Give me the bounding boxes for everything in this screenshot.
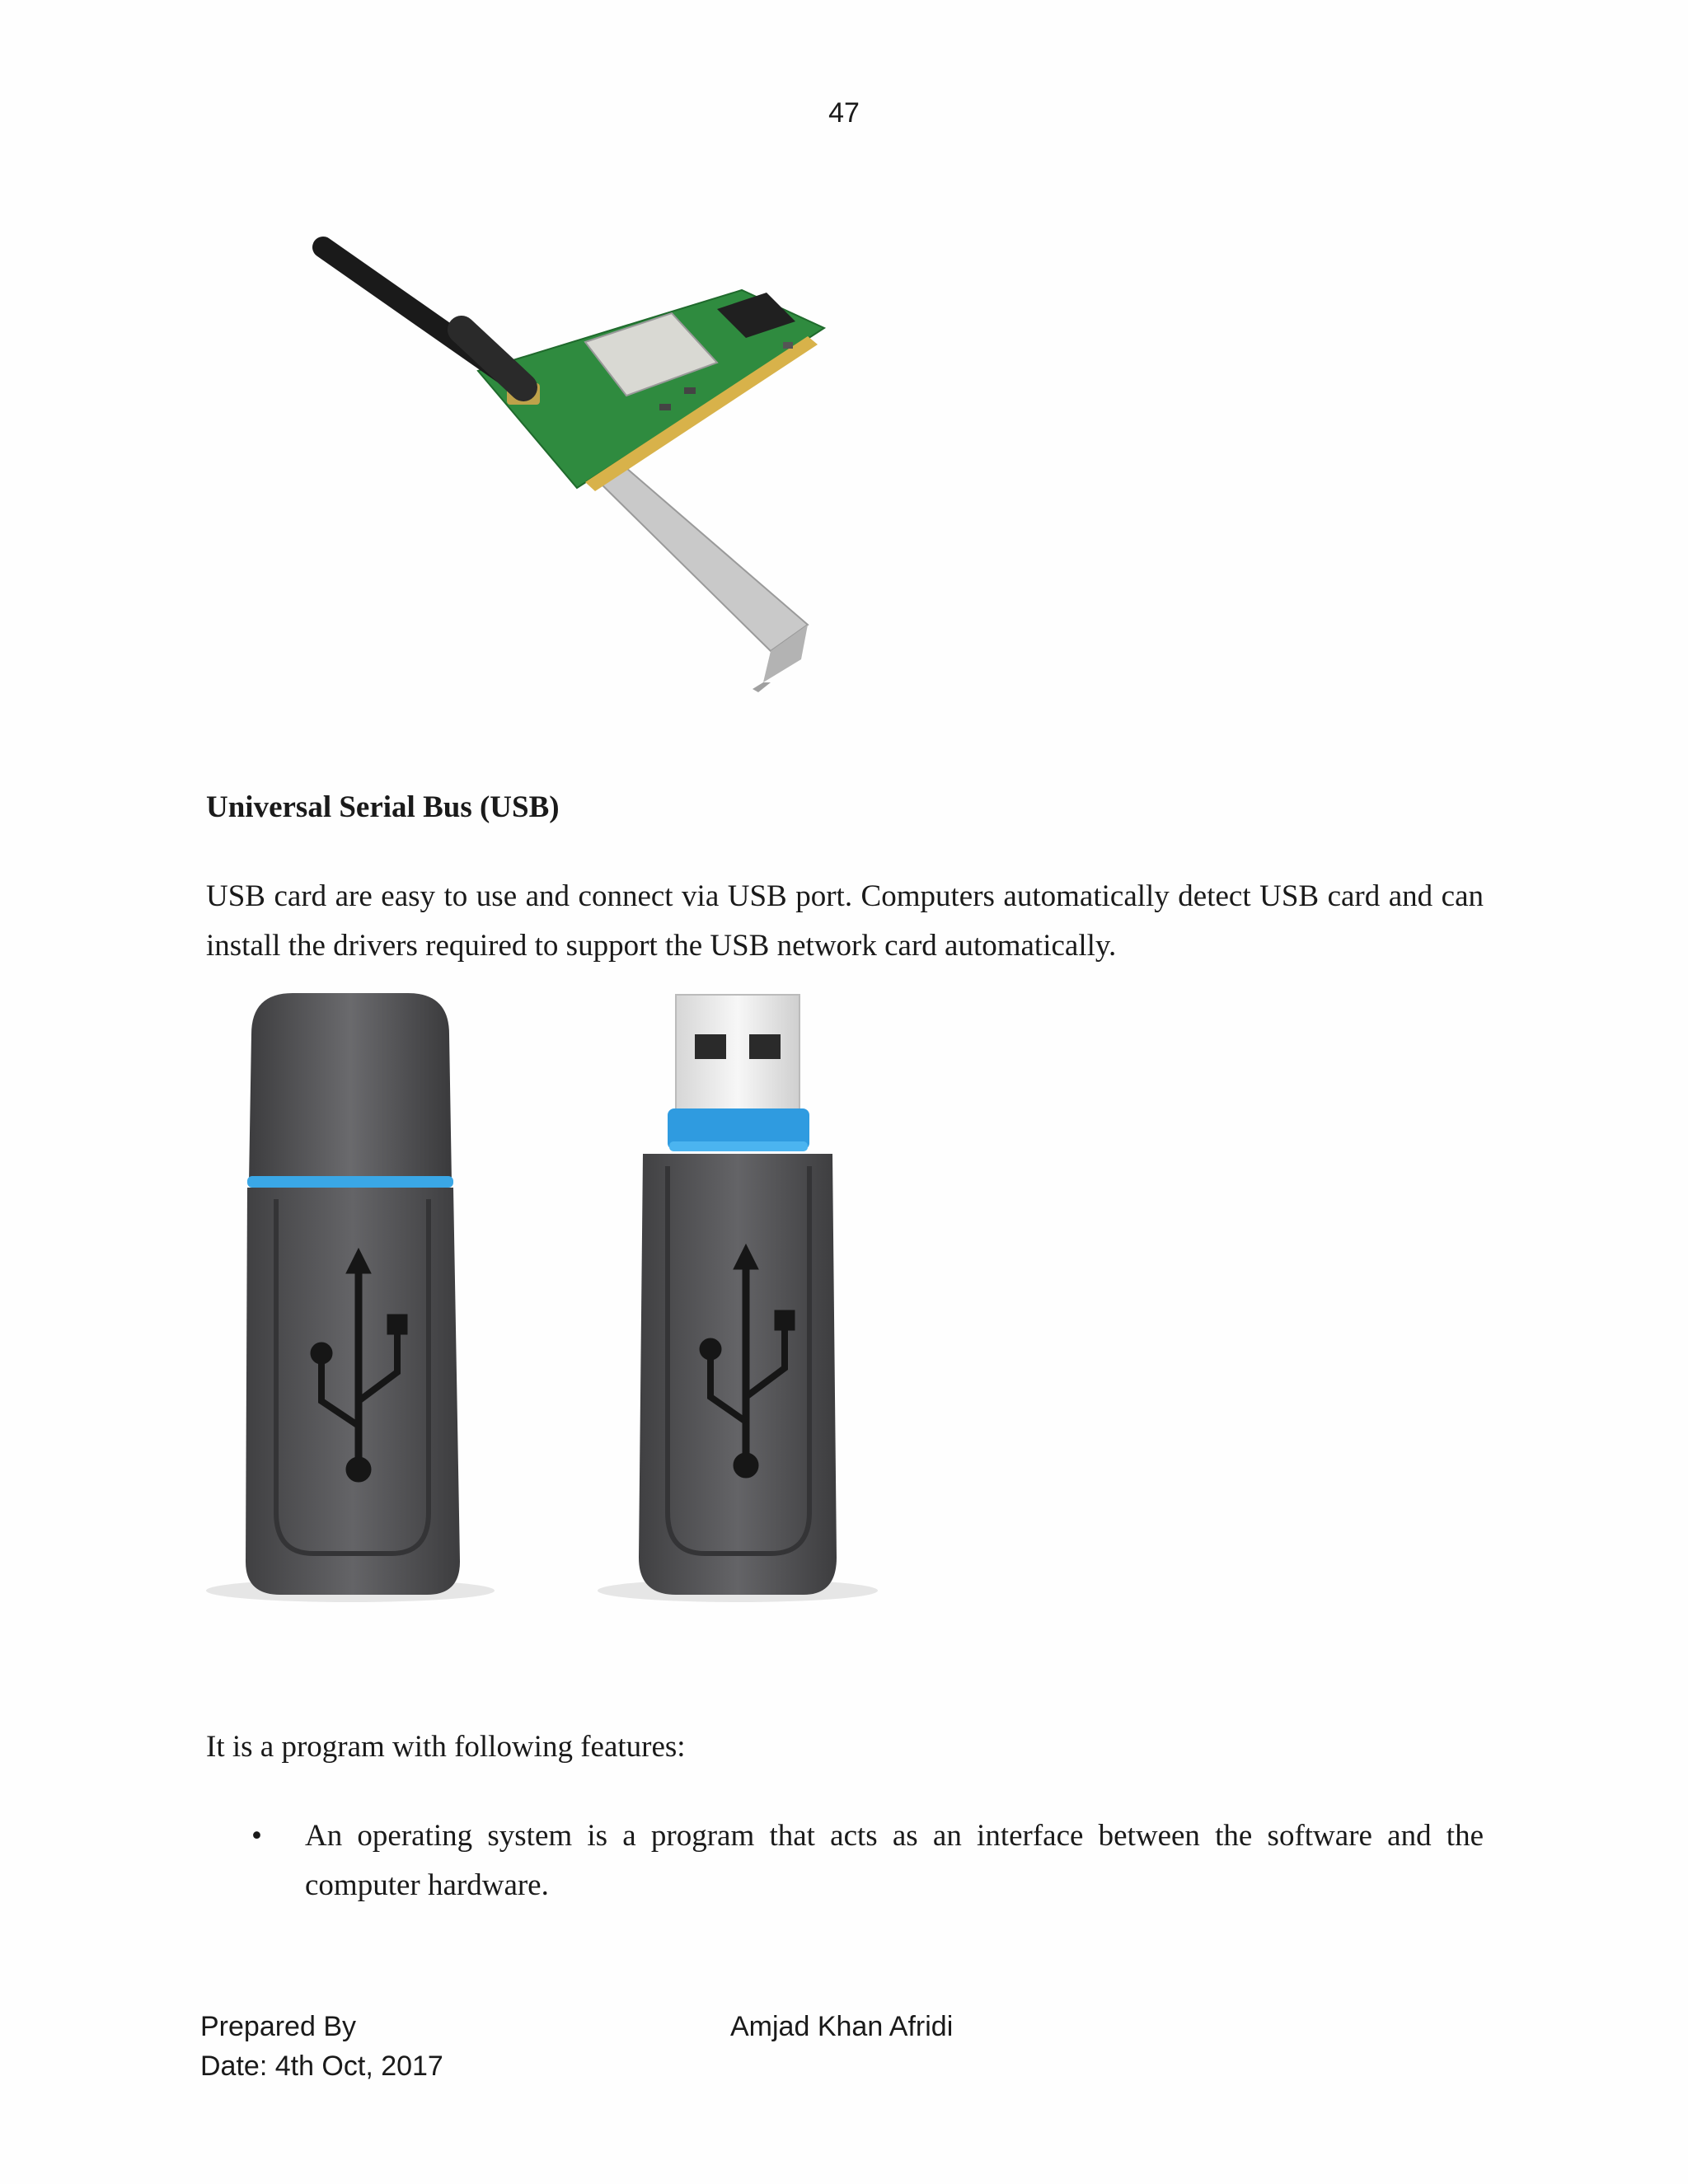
features-intro: It is a program with following features: [206,1730,686,1764]
page-number: 47 [828,97,860,129]
bullet-symbol: • [251,1819,262,1853]
list-item-text: An operating system is a program that acts as an interface between the software and the computer hardware. [305,1819,1484,1902]
section-heading: Universal Serial Bus (USB) [206,790,560,824]
footer-author: Amjad Khan Afridi [730,2011,954,2042]
wireless-network-card-image [297,231,857,709]
usb-drives-image [198,985,931,1636]
footer-date: Date: 4th Oct, 2017 [200,2050,443,2082]
section-paragraph: USB card are easy to use and connect via USB port. Computers automatically detect USB card and can install the drivers required to support the USB network card automatically. [206,879,1484,963]
list-item [251,1811,1484,1910]
footer-prepared-by: Prepared By [200,2011,356,2042]
